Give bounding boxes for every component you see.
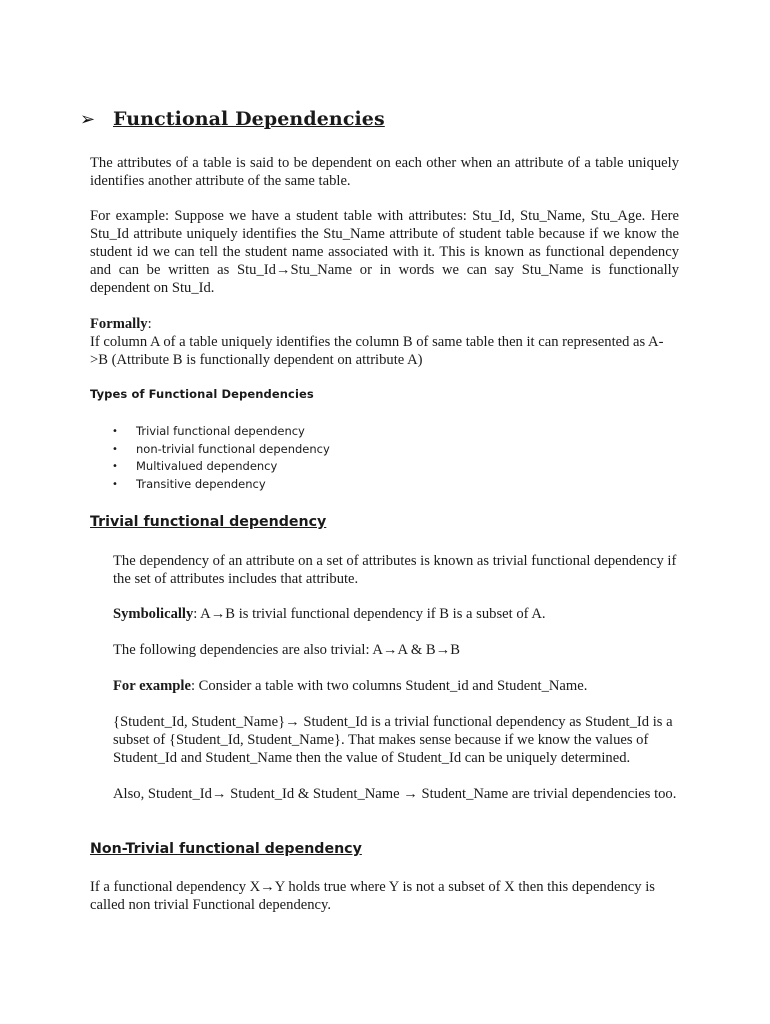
trivial-definition: The dependency of an attribute on a set of attributes is known as trivial functional dependency if the set of attributes includes that attribute.	[113, 553, 677, 587]
intro-definition: The attributes of a table is said to be dependent on each other when an attribute of a table uniquely identifies another attribute of the same table.	[90, 155, 679, 189]
types-list	[112, 423, 330, 493]
bullet-icon: •	[112, 461, 118, 473]
formally-colon: :	[147, 316, 152, 332]
formally-text: If column A of a table uniquely identifies the column B of same table then it can represented as A->B (Attribute B is functionally dependent on attribute A)	[90, 334, 664, 368]
list-item-label: Multivalued dependency	[136, 459, 278, 474]
list-item	[112, 476, 330, 494]
symbolically-label: Symbolically	[113, 606, 194, 622]
for-example-text: : Consider a table with two columns Student_id and Student_Name.	[190, 678, 588, 694]
list-item-label: Transitive dependency	[136, 476, 266, 491]
bullet-icon: •	[112, 478, 118, 490]
page-title: Functional Dependencies	[113, 108, 385, 130]
also-trivial-paragraph: The following dependencies are also trivial: A→A & B→B	[113, 642, 460, 658]
formally-label: Formally	[90, 316, 148, 332]
list-item	[112, 423, 330, 441]
list-item	[112, 441, 330, 459]
intro-example: For example: Suppose we have a student table with attributes: Stu_Id, Stu_Name, Stu_Age. Here Stu_Id attribute uniquely identifies the Stu_Name attribute of student table because if we know the student id we can tell the student name associated with it. This is known as functional dependency and can be written as Stu_Id→Stu_Name or in words we can say Stu_Name is functionally dependent on Stu_Id.	[90, 208, 679, 296]
nontrivial-definition: If a functional dependency X→Y holds true where Y is not a subset of X then this dependency is called non trivial Functional dependency.	[90, 879, 655, 913]
section-heading	[80, 108, 385, 130]
for-example-paragraph	[113, 677, 680, 695]
list-item-label: Trivial functional dependency	[136, 424, 305, 438]
bullet-icon: •	[112, 443, 118, 455]
symbolically-text: : A→B is trivial functional dependency if B is a subset of A.	[193, 606, 546, 622]
trivial-heading: Trivial functional dependency	[90, 514, 327, 530]
nontrivial-heading: Non-Trivial functional dependency	[90, 841, 362, 857]
arrow-bullet-icon: ➢	[80, 108, 96, 130]
list-item-label: non-trivial functional dependency	[136, 441, 330, 456]
formally-paragraph	[90, 315, 679, 369]
explanation-paragraph: {Student_Id, Student_Name}→ Student_Id is a trivial functional dependency as Student_Id is a subset of {Student_Id, Student_Name}. That makes sense because if we know the values of Student_Id and Student_Name then the value of Student_Id can be uniquely determined.	[113, 714, 673, 766]
symbolically-paragraph	[113, 605, 680, 623]
for-example-label: For example	[113, 678, 191, 694]
list-item	[112, 458, 330, 476]
also-paragraph: Also, Student_Id→ Student_Id & Student_Name → Student_Name are trivial dependencies too.	[113, 786, 677, 802]
bullet-icon: •	[112, 426, 118, 437]
types-heading: Types of Functional Dependencies	[90, 387, 314, 401]
